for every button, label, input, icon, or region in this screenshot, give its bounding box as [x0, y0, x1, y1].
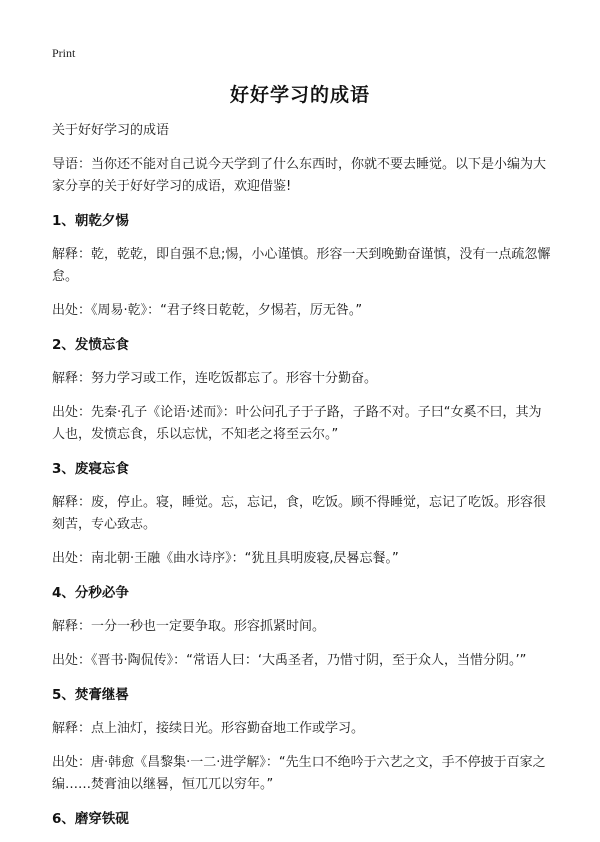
entry-explanation: 解释：点上油灯，接续日光。形容勤奋地工作或学习。	[52, 721, 365, 736]
entry-heading: 1、朝乾夕惕	[52, 213, 129, 229]
entry-source: 出处：《周易·乾》：“君子终日乾乾，夕惕若，厉无咎。”	[52, 303, 363, 318]
page-title: 好好学习的成语	[229, 84, 370, 106]
entry-explanation: 解释：乾，乾乾，即自强不息;惕，小心谨慎。形容一天到晚勤奋谨慎，没有一点疏忽懈怠。	[52, 247, 551, 284]
print-label: Print	[52, 46, 76, 60]
entry-explanation: 解释：努力学习或工作，连吃饭都忘了。形容十分勤奋。	[52, 371, 378, 386]
subtitle: 关于好好学习的成语	[52, 123, 170, 138]
entry-explanation: 解释：一分一秒也一定要争取。形容抓紧时间。	[52, 619, 326, 634]
intro-paragraph: 导语：当你还不能对自己说今天学到了什么东西时，你就不要去睡觉。以下是小编为大家分享的关于好好学习的成语，欢迎借鉴!	[52, 157, 547, 194]
entry-heading: 4、分秒必争	[52, 585, 129, 601]
entry-heading: 2、发愤忘食	[52, 337, 129, 353]
entry-explanation: 解释：废，停止。寝，睡觉。忘，忘记，食，吃饭。顾不得睡觉，忘记了吃饭。形容很刻苦，专心致志。	[52, 495, 547, 532]
entry-source: 出处：唐·韩愈《昌黎集·一二·进学解》：“先生口不绝吟于六艺之文，手不停披于百家之编……焚膏油以继晷，恒兀兀以穷年。”	[52, 755, 546, 792]
entry-source: 出处：先秦·孔子《论语·述而》：叶公问孔子于子路，子路不对。子曰“女奚不曰，其为人也，发愤忘食，乐以忘忧，不知老之将至云尔。”	[52, 405, 542, 442]
entry-source: 出处：《晋书·陶侃传》：“常语人曰：‘大禹圣者，乃惜寸阴，至于众人，当惜分阴。’”	[52, 653, 527, 668]
entry-source: 出处：南北朝·王融《曲水诗序》：“犹且具明废寝,昃晷忘餐。”	[52, 551, 399, 566]
article-body	[52, 120, 552, 842]
entry-heading: 3、废寝忘食	[52, 461, 129, 477]
entry-heading: 6、磨穿铁砚	[52, 811, 129, 827]
entry-heading: 5、焚膏继晷	[52, 687, 129, 703]
